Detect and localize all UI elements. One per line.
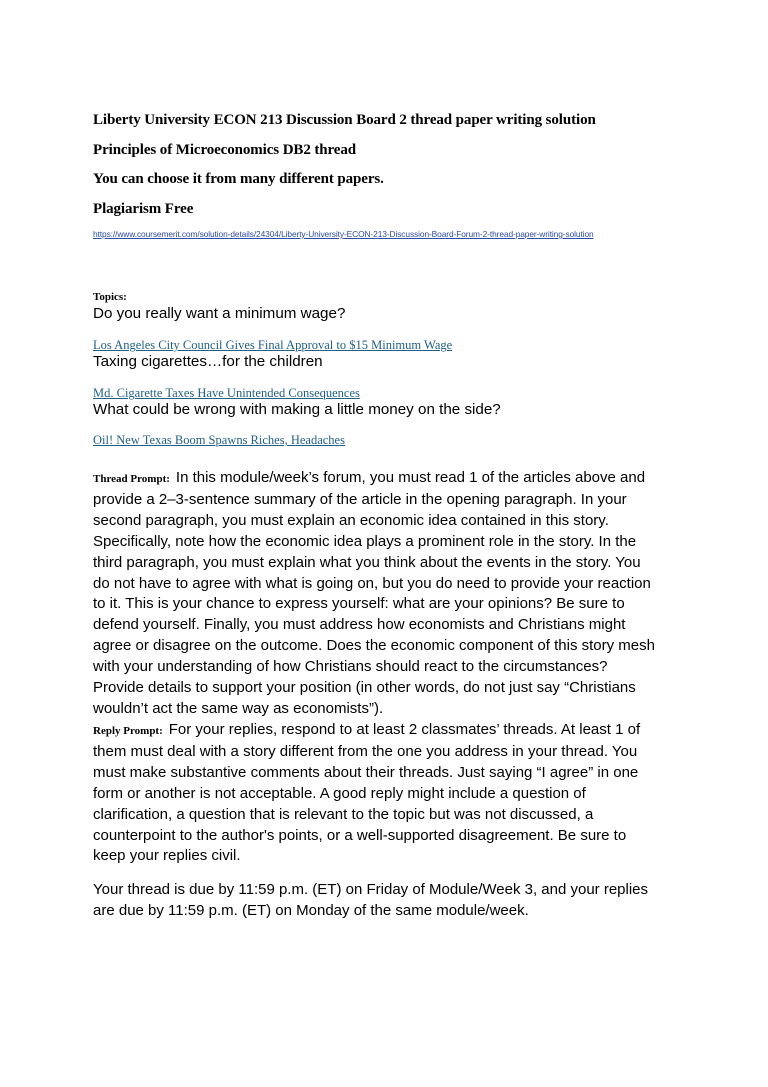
topic-article-link-1[interactable]: Los Angeles City Council Gives Final Approval to $15 Minimum Wage (93, 338, 453, 352)
topic-article-link-2[interactable]: Md. Cigarette Taxes Have Unintended Consequences (93, 386, 360, 400)
due-date-text: Your thread is due by 11:59 p.m. (ET) on Friday of Module/Week 3, and your replies are due by 11:59 p.m. (ET) on Monday of the same module/week. (93, 881, 649, 919)
reply-prompt-text: For your replies, respond to at least 2 classmates’ threads. At least 1 of them must deal with a story different from the one you address in your thread. You must make substantive comments about their threads. Just saying “I agree” in one form or another is not acceptable. A good reply might include a question of clarification, a question that is relevant to the topic but was not discussed, a counterpoint to the author's points, or a well-supported disagreement. Be sure to keep your replies civil. (93, 721, 641, 865)
topic-question-1: Do you really want a minimum wage? (93, 305, 346, 322)
thread-prompt-label: Thread Prompt: (93, 473, 170, 485)
topic-question-2: Taxing cigarettes…for the children (93, 353, 323, 370)
topic-article-link-3[interactable]: Oil! New Texas Boom Spawns Riches, Headaches (93, 433, 345, 447)
choose-papers-line: You can choose it from many different papers. (93, 171, 384, 187)
document-subtitle: Principles of Microeconomics DB2 thread (93, 142, 357, 158)
source-url-link[interactable]: https://www.coursemerit.com/solution-details/24304/Liberty-University-ECON-213-Discussion-Board-Forum-2-thread-paper-writing-solution (93, 229, 594, 239)
thread-prompt-text: In this module/week’s forum, you must read 1 of the articles above and provide a 2–3-sentence summary of the article in the opening paragraph. In your second paragraph, you must explain an economic idea contained in this story. Specifically, note how the economic idea plays a prominent role in the story. In the third paragraph, you must explain what you think about the events in the story. You do not have to agree with what is going on, but you do need to provide your reaction to it. This is your chance to express yourself: what are your opinions? Be sure to defend yourself. Finally, you must address how economists and Christians might agree or disagree on the outcome. Does the economic component of this story mesh with your understanding of how Christians should react to the circumstances? Provide details to support your position (in other words, do not just say “Christians wouldn’t act the same way as economists”). (93, 469, 655, 717)
document-title: Liberty University ECON 213 Discussion Board 2 thread paper writing solution (93, 112, 596, 128)
due-date-paragraph (93, 880, 683, 922)
topics-label: Topics: (93, 291, 127, 303)
reply-prompt-label: Reply Prompt: (93, 725, 163, 737)
thread-prompt-paragraph (93, 468, 683, 720)
reply-prompt-paragraph (93, 720, 683, 867)
topic-question-3: What could be wrong with making a little money on the side? (93, 401, 501, 418)
plagiarism-free-line: Plagiarism Free (93, 201, 194, 217)
